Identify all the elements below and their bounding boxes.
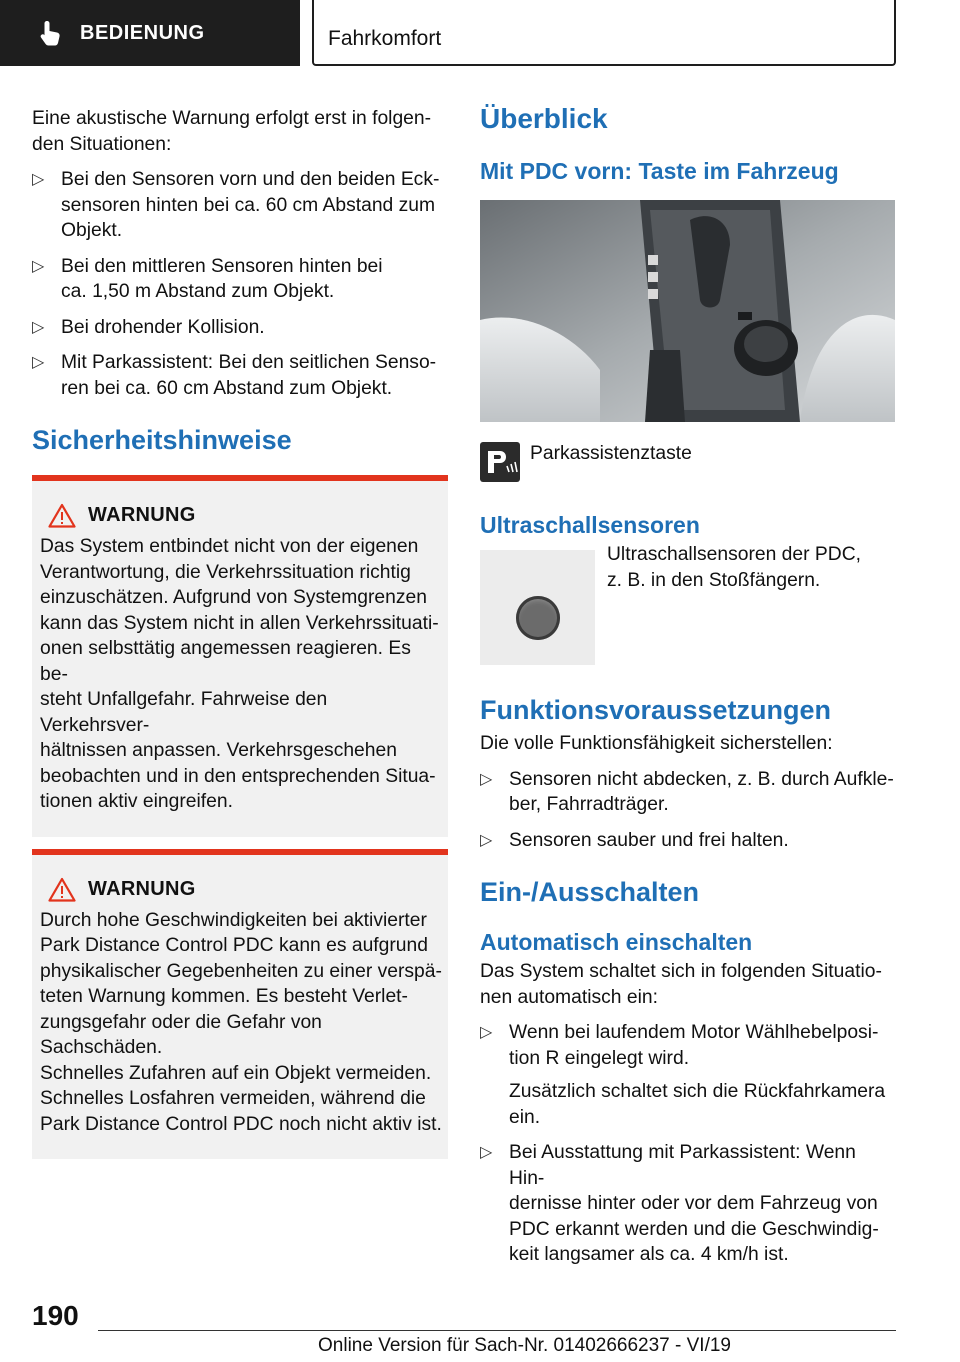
chapter-box [312,0,896,66]
parking-assist-button-icon [480,442,520,482]
chapter-label: Fahrkomfort [328,27,442,50]
triangle-bullet-icon: ▷ [480,831,493,849]
warning-title: WARNUNG [88,504,196,526]
section-tab [0,0,300,66]
warning-header [48,877,440,902]
left-column [32,96,448,1159]
legend-label: Parkassistenztaste [530,443,692,464]
intro-paragraph [32,106,448,157]
pdc-heading: Mit PDC vorn: Taste im Fahrzeug [480,158,839,184]
auto-heading: Automatisch einschalten [480,929,753,955]
func-heading: Funktionsvoraussetzungen [480,695,832,725]
safety-heading: Sicherheitshinweise [32,425,292,455]
triangle-bullet-icon: ▷ [32,318,45,336]
intro-line: Eine akustische Warnung erfolgt erst in folgen- [32,108,432,129]
list-item: ▷ Bei Ausstattung mit Parkassistent: Wenn Hin- dernisse hinter oder vor dem Fahrzeug von PDC erkannt werden und die Geschwindig- keit langsamer als ca. 4 km/h ist. [480,1142,879,1265]
ultra-heading: Ultraschallsensoren [480,512,700,538]
right-column [480,96,896,1268]
warning-triangle-icon [48,877,76,902]
triangle-bullet-icon: ▷ [480,770,493,788]
warning-header [48,503,440,528]
onoff-heading: Ein-/Ausschalten [480,877,700,907]
warning-triangle-icon [48,503,76,528]
online-version-text: Online Version für Sach-Nr. 01402666237 - VI/19 [318,1335,731,1356]
func-intro: Die volle Funktionsfähigkeit sicherstellen: [480,733,833,754]
page-header [0,0,960,66]
auto-list [480,1020,896,1268]
triangle-bullet-icon: ▷ [480,1144,493,1161]
sensor-description: Ultraschallsensoren der PDC, z. B. in den Stoßfängern. [607,544,861,591]
warning-text: Das System entbindet nicht von der eigenen Verantwortung, die Verkehrssituation richtig einzuschätzen. Aufgrund von Systemgrenzen kann das System nicht in allen Verkehrssituati- onen selbsttätig angemessen reagieren. Es be- steht Unfallgefahr. Fahrweise den Verkehrsver- hältnissen anpassen. Verkehrsgeschehen beobachten und in den entsprechenden Situa- tionen aktiv eingreifen. [40,536,439,812]
list-item: ▷ Sensoren nicht abdecken, z. B. durch Aufkle- ber, Fahrradträger. [480,768,894,815]
sensor-row [480,542,896,665]
warning-situations-list [32,167,448,401]
warning-box-1 [32,475,448,837]
section-label: BEDIENUNG [80,21,205,44]
footer-divider [98,1330,896,1331]
intro-line: den Situationen: [32,133,172,155]
auto-intro: Das System schaltet sich in folgenden Situatio- nen automatisch ein: [480,961,882,1008]
center-console-photo [480,200,895,422]
list-item: ▷ Mit Parkassistent: Bei den seitlichen Senso- ren bei ca. 60 cm Abstand zum Objekt. [32,352,437,399]
warning-title: WARNUNG [88,877,196,900]
func-list [480,767,896,854]
triangle-bullet-icon: ▷ [32,257,45,275]
ultrasonic-sensor-icon [516,596,560,640]
pointing-hand-icon [36,18,66,48]
sensor-image [480,550,595,665]
list-item: ▷ Bei den mittleren Sensoren hinten bei ca. 1,50 m Abstand zum Objekt. [32,255,383,302]
warning-text: Durch hohe Geschwindigkeiten bei aktivierter Park Distance Control PDC kann es aufgrund physikalischer Gegebenheiten zu einer verspä- teten Warnung kommen. Es besteht Verlet- zungsgefahr oder die Gefahr von Sachschäden. Schnelles Zufahren auf ein Objekt vermeiden. Schnelles Losfahren vermeiden, während die Park Distance Control PDC noch nicht aktiv ist. [40,909,442,1135]
list-item: ▷ Bei drohender Kollision. [32,315,448,341]
list-item: ▷ Bei den Sensoren vorn und den beiden Eck- sensoren hinten bei ca. 60 cm Abstand zum Objekt. [32,169,440,241]
warning-box-2 [32,849,448,1160]
triangle-bullet-icon: ▷ [32,171,45,188]
list-item-note: Zusätzlich schaltet sich die Rückfahrkamera ein. [509,1081,886,1128]
triangle-bullet-icon: ▷ [32,354,45,371]
page-number: 190 [32,1300,79,1331]
triangle-bullet-icon: ▷ [480,1024,493,1041]
list-item: ▷ Sensoren sauber und frei halten. [480,828,896,854]
legend-row [480,442,896,482]
list-item: ▷ Wenn bei laufendem Motor Wählhebelposi- tion R eingelegt wird. Zusätzlich schaltet sich die Rückfahrkamera ein. [480,1020,896,1130]
overview-heading: Überblick [480,103,608,134]
